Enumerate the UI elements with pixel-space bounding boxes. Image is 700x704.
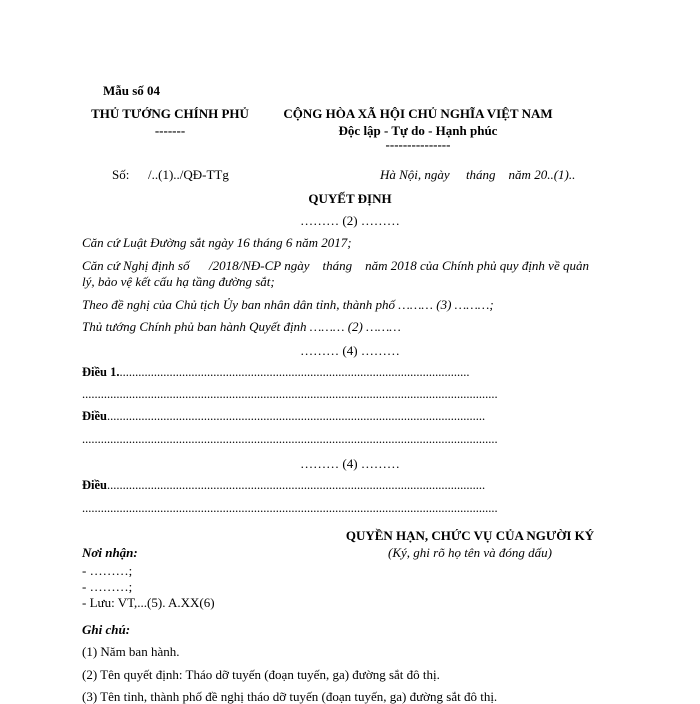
basis-line-2: Căn cứ Nghị định số /2018/NĐ-CP ngày tháng năm 2018 của Chính phủ quy định về quản [82, 258, 589, 273]
article-dots: ..................................................................................................................................... [82, 433, 498, 446]
article-label: Điều [82, 410, 107, 423]
article-dots: ................................................................................................................ [119, 366, 470, 379]
recipients-label: Nơi nhận: [82, 545, 138, 560]
article-line [82, 502, 572, 515]
article-label: Điều [82, 479, 107, 492]
article-line [82, 388, 572, 401]
basis-line-4: Theo đề nghị của Chủ tịch Ủy ban nhân dân tỉnh, thành phố ……… (3) ………; [82, 297, 494, 312]
place-date: Hà Nội, ngày tháng năm 20..(1).. [380, 167, 576, 182]
signer-note: (Ký, ghi rõ họ tên và đóng dấu) [388, 545, 552, 560]
article-dots: ......................................................................................................................... [107, 410, 486, 423]
recipient-item: - Lưu: VT,...(5). A.XX(6) [82, 595, 215, 610]
doc-type: QUYẾT ĐỊNH [308, 191, 392, 206]
note-item: (1) Năm ban hành. [82, 644, 180, 659]
article-line [82, 479, 572, 492]
recipient-item: - ………; [82, 579, 133, 594]
doc-subject: ……… (2) ……… [300, 213, 400, 228]
article-line [82, 433, 572, 446]
signer-title: QUYỀN HẠN, CHỨC VỤ CỦA NGƯỜI KÝ [345, 528, 595, 543]
section-heading-2: ……… (4) ……… [300, 456, 400, 471]
basis-line-3: lý, bảo vệ kết cấu hạ tầng đường sắt; [82, 274, 275, 289]
article-line [82, 366, 572, 379]
basis-line-1: Căn cứ Luật Đường sắt ngày 16 tháng 6 năm 2017; [82, 235, 352, 250]
notes-label: Ghi chú: [82, 622, 131, 637]
article-label: Điều 1. [82, 366, 120, 379]
basis-line-5: Thủ tướng Chính phủ ban hành Quyết định ……… (2) ……… [82, 319, 401, 334]
national-motto: Độc lập - Tự do - Hạnh phúc [338, 123, 498, 138]
section-heading: ……… (4) ……… [300, 343, 400, 358]
national-name: CỘNG HÒA XÃ HỘI CHỦ NGHĨA VIỆT NAM [283, 106, 553, 121]
note-item: (3) Tên tỉnh, thành phố đề nghị tháo dỡ tuyến (đoạn tuyến, ga) đường sắt đô thị. [82, 689, 498, 704]
form-number: Mẫu số 04 [103, 83, 161, 98]
recipient-item: - ………; [82, 563, 133, 578]
note-item: (2) Tên quyết định: Tháo dỡ tuyến (đoạn tuyến, ga) đường sắt đô thị. [82, 667, 440, 682]
article-dots: ..................................................................................................................................... [82, 388, 498, 401]
issuer-name: THỦ TƯỚNG CHÍNH PHỦ [91, 106, 249, 121]
issuer-separator: ------- [154, 123, 186, 138]
number-label: Số: [112, 167, 130, 182]
article-line [82, 410, 572, 423]
article-dots: ......................................................................................................................... [107, 479, 486, 492]
article-dots: ..................................................................................................................................... [82, 502, 498, 515]
number-value: /..(1)../QĐ-TTg [148, 167, 229, 182]
national-separator: --------------- [385, 137, 451, 152]
